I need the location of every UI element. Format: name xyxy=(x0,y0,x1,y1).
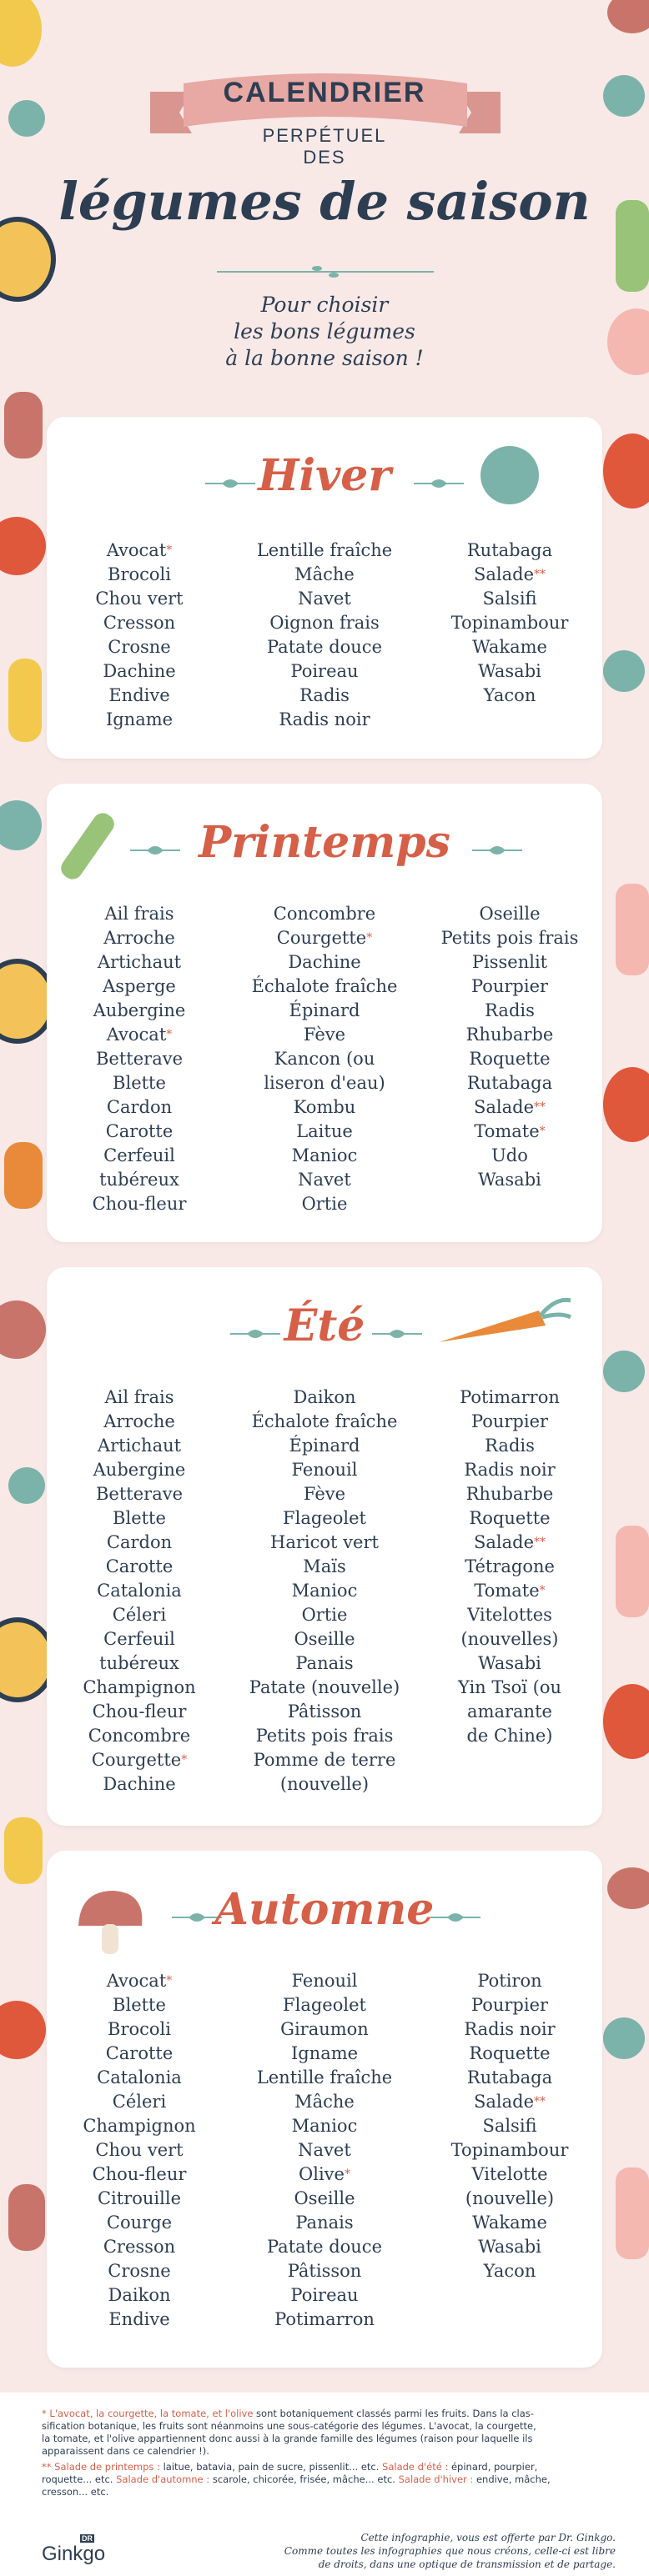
veg-item: Flageolet xyxy=(283,1508,366,1528)
broccoli-icon-r3 xyxy=(603,1351,645,1392)
tomato-icon-r xyxy=(603,434,649,509)
header xyxy=(50,0,599,417)
veg-item: Endive xyxy=(108,2309,170,2329)
veg-item: Kancon (ou xyxy=(274,1049,375,1069)
tomato-icon-2 xyxy=(0,2001,46,2059)
veg-item: Mâche xyxy=(294,2092,355,2112)
radish-icon-3 xyxy=(8,2184,45,2251)
veg-item: amarante xyxy=(467,1701,552,1722)
veg-item: Petits pois frais xyxy=(440,928,579,948)
veg-item: Rhubarbe xyxy=(465,1484,554,1504)
veg-item: Poireau xyxy=(290,661,359,681)
season-card-printemps xyxy=(47,784,602,1242)
veg-item: Laitue xyxy=(296,1121,353,1141)
veg-item: Concombre xyxy=(88,1726,191,1746)
veg-item: Radis noir xyxy=(464,1460,556,1480)
veg-item: Blette xyxy=(113,1995,166,2015)
veg-item: Potimarron xyxy=(274,2309,375,2329)
veg-column-1 xyxy=(47,1969,232,2332)
leaf-divider-icon xyxy=(217,263,434,280)
veg-column-2 xyxy=(232,1386,417,1797)
season-card-hiver xyxy=(47,417,602,759)
footnote-text: cresson... etc. xyxy=(42,2486,109,2498)
veg-item: Topinambour xyxy=(450,613,569,633)
veg-item: Mâche xyxy=(294,564,355,584)
veg-item: Chou-fleur xyxy=(92,2164,187,2184)
veg-item: Radis xyxy=(299,685,350,705)
footnote-text: sification botanique, les fruits sont néanmoins une sous-catégorie des légumes. L'avocat, la courgette, xyxy=(42,2420,536,2432)
footnote-text: épinard, pourpier, xyxy=(448,2461,538,2473)
veg-item: Salade** xyxy=(473,1532,546,1552)
veg-item: Maïs xyxy=(303,1556,346,1576)
tagline-line-3: à la bonne saison ! xyxy=(225,346,424,370)
veg-column-3 xyxy=(417,1969,602,2332)
veg-item: Wasabi xyxy=(478,2237,541,2257)
veg-item: Roquette xyxy=(469,2043,551,2063)
veg-column-1 xyxy=(47,902,232,1216)
credit-line-1: Cette infographie, vous est offerte par Dr. Ginkgo. xyxy=(360,2532,616,2543)
veg-item: Patate douce xyxy=(266,637,382,657)
logo-name: Ginkgo xyxy=(42,2543,106,2565)
veg-item: Haricot vert xyxy=(270,1532,379,1552)
veg-item: Courge xyxy=(106,2213,173,2233)
veg-item: Patate douce xyxy=(266,2237,382,2257)
veg-item: Manioc xyxy=(291,1581,358,1601)
veg-item: Ortie xyxy=(301,1194,348,1214)
footnote-text: endive, mâche, xyxy=(473,2473,551,2485)
veg-item: Roquette xyxy=(469,1049,551,1069)
veg-item: Daikon xyxy=(108,2285,171,2305)
carrot-icon xyxy=(8,659,42,742)
veg-item: Courgette* xyxy=(276,928,373,948)
tomato-icon-r2 xyxy=(603,1067,649,1142)
veg-item: Avocat* xyxy=(106,540,173,560)
veg-item: Igname xyxy=(290,2043,359,2063)
veg-item: liseron d'eau) xyxy=(264,1073,385,1093)
veg-item: Catalonia xyxy=(97,1581,182,1601)
veg-item: tubéreux xyxy=(99,1653,179,1673)
right-vegetable-decor xyxy=(599,0,649,2393)
veg-item: Kombu xyxy=(293,1097,356,1117)
season-title: Été xyxy=(284,1301,365,1351)
veg-item: Radis noir xyxy=(279,709,370,729)
season-card-automne xyxy=(47,1851,602,2368)
veg-item: Yacon xyxy=(483,2261,536,2281)
veg-item: Chou-fleur xyxy=(92,1194,187,1214)
tomato-icon-r3 xyxy=(603,1684,649,1759)
footnote-text: apparaissent dans ce calendrier !). xyxy=(42,2445,209,2457)
credit-text xyxy=(249,2531,616,2571)
veg-item: Navet xyxy=(298,2140,351,2160)
footnote-highlight: ** Salade de printemps : xyxy=(42,2461,160,2473)
veg-item: Lentille fraîche xyxy=(256,540,393,560)
veg-item: Pourpier xyxy=(470,1411,549,1431)
mushroom-icon-r xyxy=(607,1867,649,1909)
veg-item: Salsifi xyxy=(482,2116,537,2136)
veg-item: Arroche xyxy=(103,1411,175,1431)
veg-item: Yin Tsoï (ou xyxy=(457,1677,562,1697)
garlic-icon-r xyxy=(616,2168,649,2259)
veg-item: de Chine) xyxy=(466,1726,553,1746)
veg-item: Carotte xyxy=(105,1121,174,1141)
veg-item: Céleri xyxy=(112,1605,167,1625)
veg-item: Artichaut xyxy=(97,952,182,972)
radish-icon-2 xyxy=(0,1301,46,1359)
veg-item: Chou vert xyxy=(95,2140,184,2160)
veg-item: Rutabaga xyxy=(466,540,553,560)
subtitle-des: DES xyxy=(303,147,346,168)
veg-item: Patate (nouvelle) xyxy=(249,1677,400,1697)
veg-item: Navet xyxy=(298,1170,351,1190)
veg-item: Radis xyxy=(485,1000,535,1020)
leaf-icon-2 xyxy=(8,1467,45,1504)
veg-column-3 xyxy=(417,902,602,1216)
veg-item: Chou vert xyxy=(95,589,184,609)
carrot-icon-2 xyxy=(4,1142,43,1209)
veg-item: Udo xyxy=(491,1145,528,1165)
veg-item: Fève xyxy=(303,1025,346,1045)
footnote-salade xyxy=(42,2461,616,2498)
veg-item: (nouvelle) xyxy=(465,2188,555,2208)
veg-item: Radis noir xyxy=(464,2019,556,2039)
veg-item: Cardon xyxy=(106,1097,173,1117)
veg-item: Tomate* xyxy=(474,1121,546,1141)
veg-item: Courgette* xyxy=(91,1750,188,1770)
ginkgo-logo xyxy=(42,2534,108,2568)
veg-item: Épinard xyxy=(289,1436,360,1456)
veg-item: Ail frais xyxy=(104,904,174,924)
footnote-text: sont botaniquement classés parmi les fruits. Dans la clas- xyxy=(253,2408,534,2419)
veg-item: Crosne xyxy=(108,637,171,657)
veg-item: Radis xyxy=(485,1436,535,1456)
footnote-text: roquette... etc. xyxy=(42,2473,113,2485)
veg-column-1 xyxy=(47,539,232,732)
footnote-fruits xyxy=(42,2408,616,2458)
logo-dr: DR xyxy=(82,2534,93,2543)
veg-column-3 xyxy=(417,1386,602,1797)
tagline xyxy=(50,292,599,372)
veg-item: Fenouil xyxy=(291,1971,358,1991)
veg-item: Salade** xyxy=(473,1097,546,1117)
veg-column-2 xyxy=(232,539,417,732)
season-title: Automne xyxy=(214,1884,435,1935)
veg-item: Avocat* xyxy=(106,1025,173,1045)
veg-item: Brocoli xyxy=(108,2019,171,2039)
veg-item: Panais xyxy=(295,2213,354,2233)
asparagus-icon xyxy=(616,200,649,292)
veg-item: Blette xyxy=(113,1073,166,1093)
onion-slice-icon xyxy=(0,217,56,302)
radish-icon xyxy=(4,392,43,459)
veg-item: Champignon xyxy=(83,2116,196,2136)
left-vegetable-decor xyxy=(0,0,50,2393)
footnote-text: scarole, chicorée, frisée, mâche... etc. xyxy=(209,2473,395,2485)
season-title: Hiver xyxy=(258,450,391,501)
season-card-ete xyxy=(47,1267,602,1826)
broccoli-icon xyxy=(0,800,42,850)
veg-item: Salade** xyxy=(473,2092,546,2112)
veg-item: Salsifi xyxy=(482,589,537,609)
veg-item: Pâtisson xyxy=(287,1701,362,1722)
veg-item: Betterave xyxy=(95,1049,183,1069)
footnote-highlight: Salade d'hiver : xyxy=(395,2473,474,2485)
season-title: Printemps xyxy=(199,817,450,868)
veg-item: Vitelotte xyxy=(471,2164,548,2184)
veg-item: Aubergine xyxy=(93,1000,186,1020)
garlic-icon xyxy=(607,308,649,375)
veg-columns xyxy=(47,1969,602,2332)
veg-item: Concombre xyxy=(273,904,376,924)
veg-item: Lentille fraîche xyxy=(256,2067,393,2087)
veg-column-2 xyxy=(232,902,417,1216)
veg-item: Potimarron xyxy=(460,1387,560,1407)
veg-item: tubéreux xyxy=(99,1170,179,1190)
veg-item: Manioc xyxy=(291,1145,358,1165)
mushroom-icon xyxy=(607,0,649,33)
veg-item: (nouvelle) xyxy=(279,1774,370,1794)
veg-item: Blette xyxy=(113,1508,166,1528)
veg-item: Navet xyxy=(298,589,351,609)
pear-icon xyxy=(0,0,42,67)
veg-item: Dachine xyxy=(103,661,176,681)
veg-item: Échalote fraîche xyxy=(251,1411,398,1431)
veg-item: Endive xyxy=(108,685,170,705)
veg-item: Oignon frais xyxy=(269,613,380,633)
tomato-icon xyxy=(0,517,46,575)
veg-item: Wasabi xyxy=(478,1170,541,1190)
veg-item: Brocoli xyxy=(108,564,171,584)
veg-item: Champignon xyxy=(83,1677,196,1697)
leaf-icon xyxy=(8,100,45,137)
veg-item: Dachine xyxy=(103,1774,176,1794)
veg-item: Cresson xyxy=(103,2237,176,2257)
veg-item: Rhubarbe xyxy=(465,1025,554,1045)
veg-item: Catalonia xyxy=(97,2067,182,2087)
veg-item: Dachine xyxy=(288,952,361,972)
tagline-line-2: les bons légumes xyxy=(234,319,415,343)
veg-item: Aubergine xyxy=(93,1460,186,1480)
veg-item: Olive* xyxy=(299,2164,350,2184)
footnote-highlight: Salade d'automne : xyxy=(113,2473,210,2485)
veg-item: Oseille xyxy=(294,2188,355,2208)
tagline-line-1: Pour choisir xyxy=(260,293,389,317)
veg-item: Arroche xyxy=(103,928,175,948)
veg-item: Tétragone xyxy=(465,1556,555,1576)
veg-item: Pâtisson xyxy=(287,2261,362,2281)
veg-item: Flageolet xyxy=(283,1995,366,2015)
veg-columns xyxy=(47,902,602,1216)
radish-icon-r2 xyxy=(616,1526,649,1617)
veg-columns xyxy=(47,1386,602,1797)
veg-item: Manioc xyxy=(291,2116,358,2136)
veg-item: Cresson xyxy=(103,613,176,633)
subtitle-perpetuel: PERPÉTUEL xyxy=(262,125,387,146)
veg-item: Pissenlit xyxy=(471,952,548,972)
veg-item: Ail frais xyxy=(104,1387,174,1407)
veg-item: Crosne xyxy=(108,2261,171,2281)
veg-item: Carotte xyxy=(105,1556,174,1576)
veg-item: Panais xyxy=(295,1653,354,1673)
veg-item: Rutabaga xyxy=(466,2067,553,2087)
veg-item: Pourpier xyxy=(470,1995,549,2015)
veg-item: Wakame xyxy=(472,637,547,657)
veg-item: Artichaut xyxy=(97,1436,182,1456)
veg-item: Pourpier xyxy=(470,976,549,996)
veg-item: Vitelottes xyxy=(467,1605,552,1625)
veg-item: Wasabi xyxy=(478,1653,541,1673)
veg-column-3 xyxy=(417,539,602,732)
credit-line-3: de droits, dans une optique de transmission et de partage. xyxy=(318,2558,616,2570)
footnote-fruits-highlight: * L'avocat, la courgette, la tomate, et l'olive xyxy=(42,2408,254,2419)
veg-item: Salade** xyxy=(473,564,546,584)
veg-item: Topinambour xyxy=(450,2140,569,2160)
veg-item: Daikon xyxy=(293,1387,356,1407)
footer xyxy=(0,2393,649,2576)
veg-item: Oseille xyxy=(479,904,541,924)
veg-item: Wakame xyxy=(472,2213,547,2233)
broccoli-icon-r2 xyxy=(603,650,645,692)
ribbon-label: CALENDRIER xyxy=(223,77,426,108)
veg-item: Avocat* xyxy=(106,1971,173,1991)
veg-columns xyxy=(47,539,602,732)
veg-item: Wasabi xyxy=(478,661,541,681)
veg-item: Pomme de terre xyxy=(253,1750,396,1770)
radish-icon-r xyxy=(616,884,649,975)
veg-item: Yacon xyxy=(483,685,536,705)
footnote-text: la tomate, et l'olive appartiennent donc aussi à la grande famille des légumes (raison pour laquelle ils xyxy=(42,2433,533,2444)
veg-item: Igname xyxy=(105,709,174,729)
broccoli-icon-r4 xyxy=(603,2017,645,2059)
veg-item: Fenouil xyxy=(291,1460,358,1480)
veg-column-1 xyxy=(47,1386,232,1797)
veg-item: Cardon xyxy=(106,1532,173,1552)
veg-item: Giraumon xyxy=(280,2019,369,2039)
veg-item: Potiron xyxy=(477,1971,542,1991)
veg-item: Tomate* xyxy=(474,1581,546,1601)
pear-icon-2 xyxy=(4,1817,43,1884)
veg-item: Oseille xyxy=(294,1629,355,1649)
credit-line-2: Comme toutes les infographies que nous créons, celle-ci est libre xyxy=(284,2545,616,2557)
footnote-text: laitue, batavia, pain de sucre, pissenlit... etc. xyxy=(159,2461,380,2473)
veg-item: Échalote fraîche xyxy=(251,976,398,996)
veg-item: Épinard xyxy=(289,1000,360,1020)
veg-item: Citrouille xyxy=(97,2188,181,2208)
veg-item: Cerfeuil xyxy=(103,1145,175,1165)
veg-item: Roquette xyxy=(469,1508,551,1528)
veg-item: Céleri xyxy=(112,2092,167,2112)
veg-item: Chou-fleur xyxy=(92,1701,187,1722)
veg-item: Asperge xyxy=(103,976,176,996)
footnote-highlight: Salade d'été : xyxy=(379,2461,449,2473)
veg-item: Ortie xyxy=(301,1605,348,1625)
veg-item: Petits pois frais xyxy=(255,1726,394,1746)
page-title: légumes de saison xyxy=(58,171,591,232)
veg-item: Fève xyxy=(303,1484,346,1504)
veg-item: Cerfeuil xyxy=(103,1629,175,1649)
broccoli-icon-r xyxy=(603,75,645,117)
veg-item: (nouvelles) xyxy=(460,1629,559,1649)
veg-item: Poireau xyxy=(290,2285,359,2305)
veg-column-2 xyxy=(232,1969,417,2332)
veg-item: Betterave xyxy=(95,1484,183,1504)
veg-item: Carotte xyxy=(105,2043,174,2063)
veg-item: Rutabaga xyxy=(466,1073,553,1093)
